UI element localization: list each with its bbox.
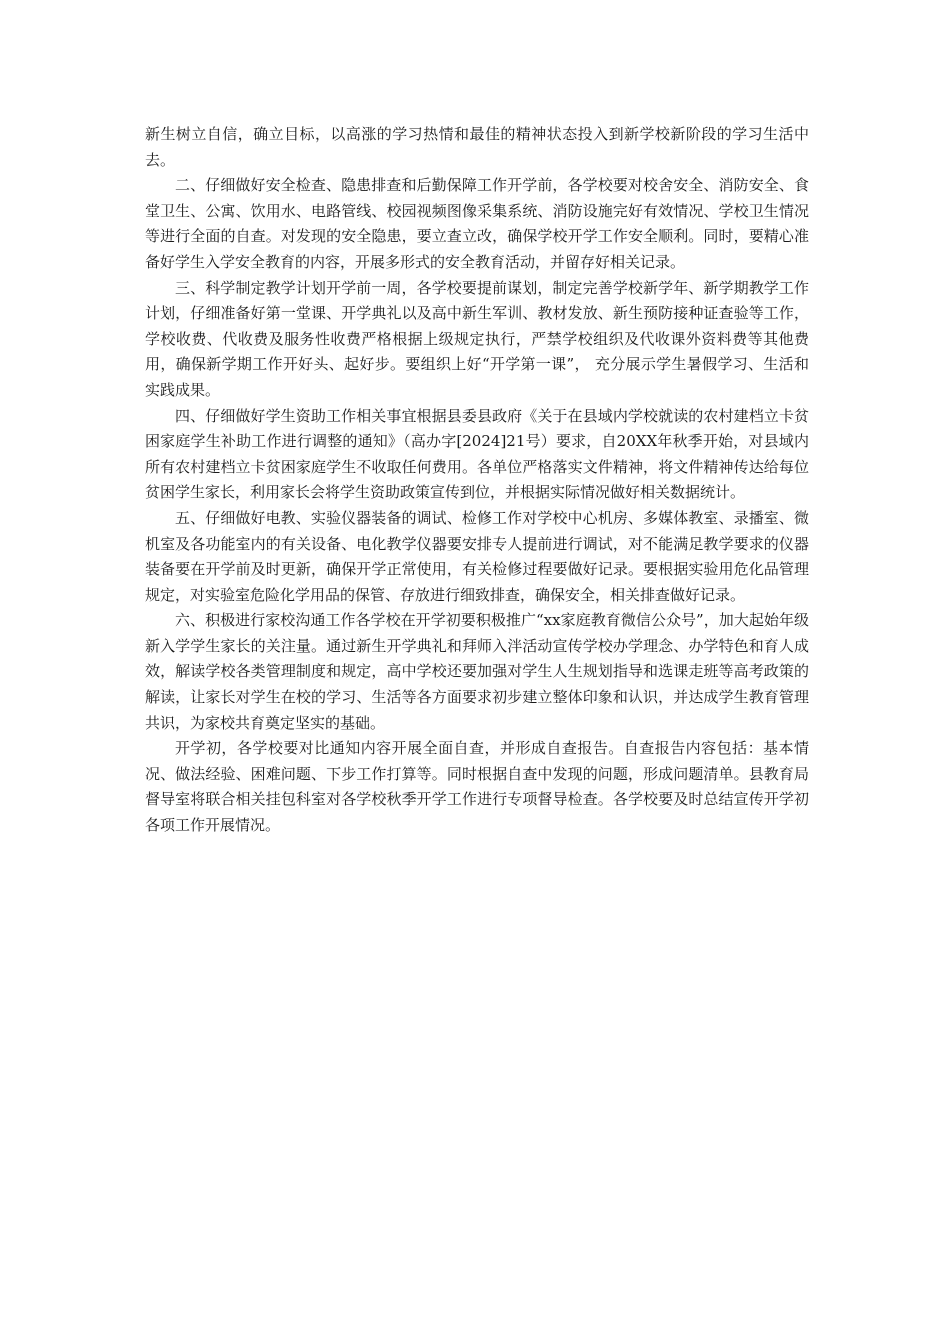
paragraph-continuation: 新生树立自信，确立目标，以高涨的学习热情和最佳的精神状态投入到新学校新阶段的学习生活中去。 (145, 125, 809, 169)
paragraph-self-inspection: 开学初，各学校要对比通知内容开展全面自查，并形成自查报告。自查报告内容包括：基本情况、做法经验、困难问题、下步工作打算等。同时根据自查中发现的问题，形成问题清单。县教育局督导室将联合相关挂包科室对各学校秋季开学工作进行专项督导检查。各学校要及时总结宣传开学初各项工作开展情况。 (145, 739, 809, 835)
paragraph-safety-inspection: 二、仔细做好安全检查、隐患排查和后勤保障工作开学前，各学校要对校舍安全、消防安全、食堂卫生、公寓、饮用水、电路管线、校园视频图像采集系统、消防设施完好有效情况、学校卫生情况等进行全面的自查。对发现的安全隐患，要立查立改，确保学校开学工作安全顺利。同时，要精心准备好学生入学安全教育的内容，开展多形式的安全教育活动，并留存好相关记录。 (145, 176, 809, 271)
paragraph-equipment-check: 五、仔细做好电教、实验仪器装备的调试、检修工作对学校中心机房、多媒体教室、录播室、微机室及各功能室内的有关设备、电化教学仪器要安排专人提前进行调试，对不能满足教学要求的仪器装备要在开学前及时更新，确保开学正常使用，有关检修过程要做好记录。要根据实验用危化品管理规定，对实验室危险化学用品的保管、存放进行细致排查，确保安全，相关排查做好记录。 (145, 508, 809, 604)
paragraph-student-aid: 四、仔细做好学生资助工作相关事宜根据县委县政府《关于在县域内学校就读的农村建档立卡贫困家庭学生补助工作进行调整的通知》（高办字[2024]21号）要求，自20XX年秋季开始，对县域内所有农村建档立卡贫困家庭学生不收取任何费用。各单位严格落实文件精神，将文件精神传达给每位贫困学生家长，利用家长会将学生资助政策宣传到位，并根据实际情况做好相关数据统计。 (145, 406, 809, 502)
paragraph-home-school-communication: 六、积极进行家校沟通工作各学校在开学初要积极推广“xx家庭教育微信公众号”，加大起始年级新入学学生家长的关注量。通过新生开学典礼和拜师入泮活动宣传学校办学理念、办学特色和育人成效，解读学校各类管理制度和规定，高中学校还要加强对学生人生规划指导和选课走班等高考政策的解读，让家长对学生在校的学习、生活等各方面要求初步建立整体印象和认识，并达成学生教育管理共识，为家校共育奠定坚实的基础。 (145, 611, 809, 732)
paragraph-teaching-plan: 三、科学制定教学计划开学前一周，各学校要提前谋划，制定完善学校新学年、新学期教学工作计划，仔细准备好第一堂课、开学典礼以及高中新生军训、教材发放、新生预防接种证查验等工作，学校收费、代收费及服务性收费严格根据上级规定执行，严禁学校组织及代收课外资料费等其他费用，确保新学期工作开好头、起好步。要组织上好“开学第一课”， 充分展示学生暑假学习、生活和实践成果。 (145, 278, 809, 399)
document-body (145, 122, 809, 839)
